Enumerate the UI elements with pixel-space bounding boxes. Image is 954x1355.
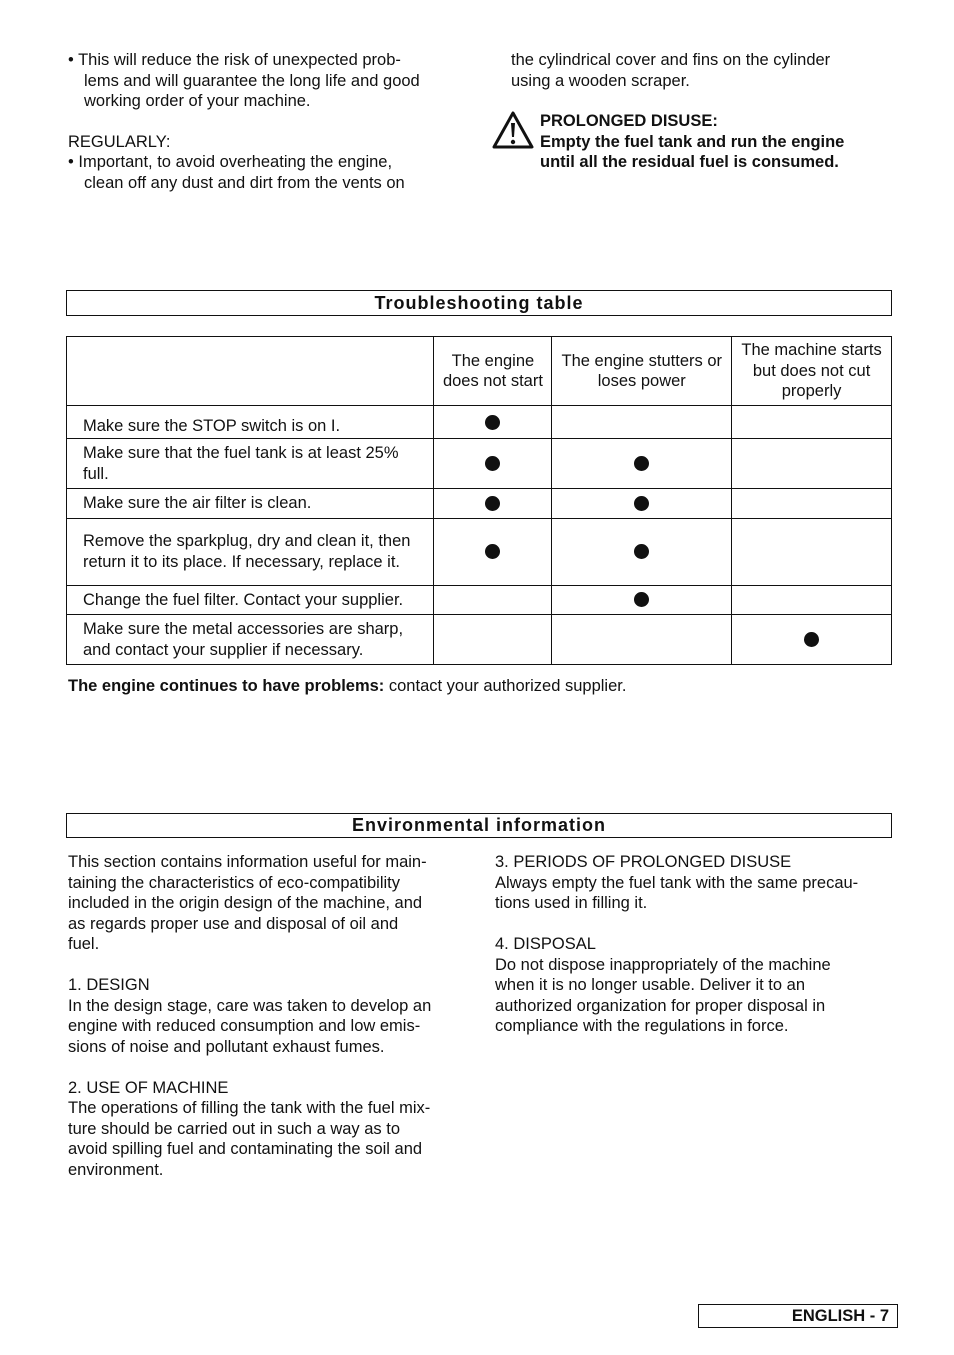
mark-cell [552,615,732,665]
column-header: The engine stutters or loses power [552,337,732,406]
troubleshooting-title: Troubleshooting table [66,290,892,316]
mark-cell [732,615,892,665]
mark-cell [434,439,552,489]
task-cell: Make sure the air filter is clean. [67,489,434,519]
disuse-heading: 3. PERIODS OF PROLONGED DISUSE [495,853,792,871]
table-header-row [67,337,892,406]
env-line: engine with reduced consumption and low emis- [68,1017,421,1035]
mark-dot [634,456,649,471]
mark-dot [485,544,500,559]
env-line: included in the origin design of the machine, and [68,894,423,912]
mark-dot [634,544,649,559]
task-cell: Make sure that the fuel tank is at least 25% full. [67,439,434,489]
continued-text: using a wooden scraper. [511,71,690,90]
task-cell: Remove the sparkplug, dry and clean it, then return it to its place. If necessary, replace it. [67,518,434,585]
mark-dot [634,496,649,511]
table-row [67,439,892,489]
mark-dot [485,456,500,471]
bullet-text: lems and will guarantee the long life and good [84,71,420,90]
env-line: sions of noise and pollutant exhaust fumes. [68,1037,385,1056]
mark-dot [485,496,500,511]
disuse-warning [540,111,920,173]
bullet-text: working order of your machine. [84,92,311,110]
table-row [67,518,892,585]
warning-triangle-icon [492,111,534,149]
mark-cell [552,585,732,615]
regularly-heading: REGULARLY: [68,132,171,151]
troubleshooting-note [68,676,888,697]
mark-cell [434,585,552,615]
env-line: The operations of filling the tank with the fuel mix- [68,1099,431,1117]
bullet-text: • This will reduce the risk of unexpected prob- [68,51,401,69]
disuse-text: until all the residual fuel is consumed. [540,153,839,171]
table-row [67,615,892,665]
bullet-text: clean off any dust and dirt from the vents on [84,173,405,192]
env-line: when it is no longer usable. Deliver it to an [495,976,806,994]
mark-cell [552,518,732,585]
environment-left-column [68,852,478,1180]
top-left-column [68,50,468,193]
environment-title: Environmental information [66,813,892,838]
mark-cell [552,406,732,439]
troubleshooting-table [66,336,892,665]
env-line: ture should be carried out in such a way as to [68,1119,401,1138]
mark-dot [485,415,500,430]
table-row [67,489,892,519]
env-line: compliance with the regulations in force. [495,1017,789,1035]
bullet-text: • Important, to avoid overheating the engine, [68,153,393,171]
column-header: The engine does not start [434,337,552,406]
env-line: Do not dispose inappropriately of the machine [495,955,831,974]
table-row [67,585,892,615]
mark-cell [732,406,892,439]
design-heading: 1. DESIGN [68,976,150,994]
note-text: contact your authorized supplier. [384,677,627,695]
column-header: The machine starts but does not cut properly [732,337,892,406]
disposal-heading: 4. DISPOSAL [495,935,596,953]
env-line: tions used in filling it. [495,894,648,912]
mark-cell [732,518,892,585]
env-line: fuel. [68,935,100,953]
mark-cell [732,439,892,489]
disuse-text: Empty the fuel tank and run the engine [540,132,845,151]
mark-dot [634,592,649,607]
mark-cell [434,615,552,665]
env-line: as regards proper use and disposal of oil and [68,914,399,933]
use-heading: 2. USE OF MACHINE [68,1078,229,1097]
mark-cell [552,489,732,519]
env-line: This section contains information useful for main- [68,853,427,871]
env-line: authorized organization for proper disposal in [495,996,826,1015]
mark-cell [732,489,892,519]
mark-cell [434,489,552,519]
page-number-label: ENGLISH - 7 [698,1304,898,1328]
mark-dot [804,632,819,647]
top-right-column [511,50,911,91]
task-cell: Change the fuel filter. Contact your supplier. [67,585,434,615]
env-line: Always empty the fuel tank with the same precau- [495,873,859,892]
mark-cell [434,406,552,439]
empty-header-cell [67,337,434,406]
mark-cell [732,585,892,615]
env-line: avoid spilling fuel and contaminating the soil and [68,1140,423,1158]
mark-cell [434,518,552,585]
env-line: environment. [68,1160,164,1179]
mark-cell [552,439,732,489]
env-line: In the design stage, care was taken to develop an [68,996,432,1015]
continued-text: the cylindrical cover and fins on the cylinder [511,51,831,69]
note-bold: The engine continues to have problems: [68,677,385,695]
disuse-heading: PROLONGED DISUSE: [540,112,718,130]
task-cell: Make sure the metal accessories are sharp, and contact your supplier if necessary. [67,615,434,665]
task-cell: Make sure the STOP switch is on I. [67,406,434,439]
environment-right-column [495,852,905,1037]
table-row [67,406,892,439]
env-line: taining the characteristics of eco-compatibility [68,873,400,892]
